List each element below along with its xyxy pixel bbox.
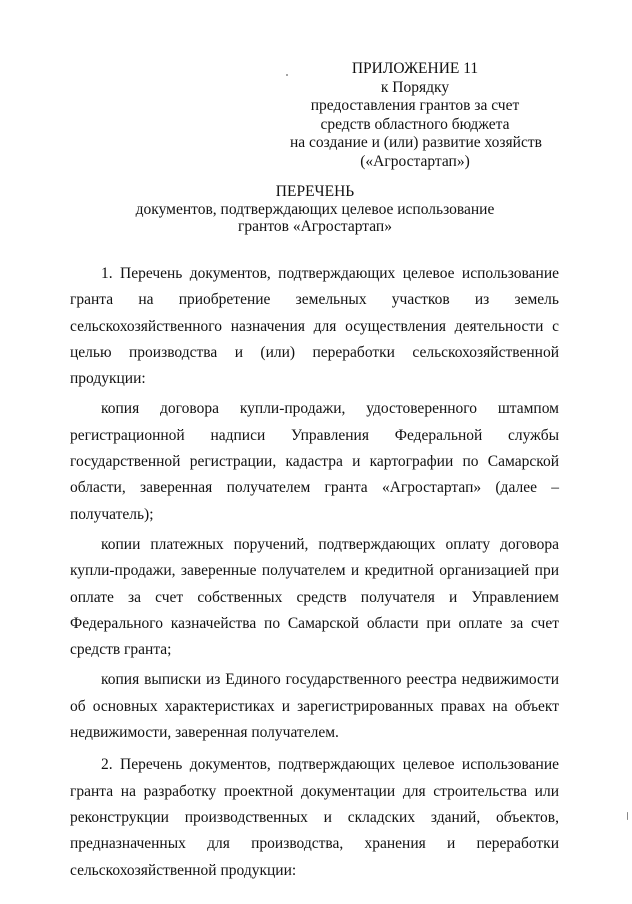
- scan-speck: [627, 812, 628, 820]
- paragraph-item: копии платежных поручений, подтверждающих оплату договора купли-продажи, заверенные получателем и кредитной организацией при оплате за счет собственных средств получателя и Управлением Федерального казначейства по Самарской области при оплате за счет средств гранта;: [70, 535, 559, 659]
- appendix-line: предоставления грантов за счет: [310, 97, 520, 114]
- appendix-line: («Агростартап»): [360, 152, 470, 170]
- appendix-line: на создание и (или) развитие хозяйств: [290, 134, 542, 151]
- document-title: ПЕРЕЧЕНЬ: [275, 183, 355, 200]
- appendix-header: [290, 60, 540, 171]
- paragraph-section-1: 1. Перечень документов, подтверждающих целевое использование гранта на приобретение земельных участков из земель сельскохозяйственного назначения для осуществления деятельности с целью производства и (или) переработки сельскохозяйственной продукции:: [70, 265, 559, 388]
- paragraph-item: копия договора купли-продажи, удостоверенного штампом регистрационной надписи Управления Федеральной службы государственной регистрации, кадастра и картографии по Самарской области, заверенная получателем гранта «Агростартап» (далее – получатель);: [70, 400, 559, 523]
- paragraph-section-2: 2. Перечень документов, подтверждающих целевое использование гранта на разработку проектной документации для строительства или реконструкции производственных и складских зданий, объектов, предназначенных для производства, хранения и переработки сельскохозяйственной продукции:: [70, 756, 559, 879]
- appendix-number: ПРИЛОЖЕНИЕ 11: [351, 60, 479, 77]
- document-heading: [60, 183, 570, 236]
- document-body: [70, 261, 559, 884]
- document-subtitle: грантов «Агростартап»: [238, 218, 392, 235]
- document-subtitle: документов, подтверждающих целевое использование: [135, 200, 495, 218]
- appendix-line: к Порядку: [380, 78, 450, 96]
- paragraph-item: копия выписки из Единого государственного реестра недвижимости об основных характеристиках и зарегистрированных правах на объект недвижимости, заверенная получателем.: [70, 671, 559, 742]
- scan-speck: [286, 74, 288, 76]
- appendix-line: средств областного бюджета: [320, 115, 510, 133]
